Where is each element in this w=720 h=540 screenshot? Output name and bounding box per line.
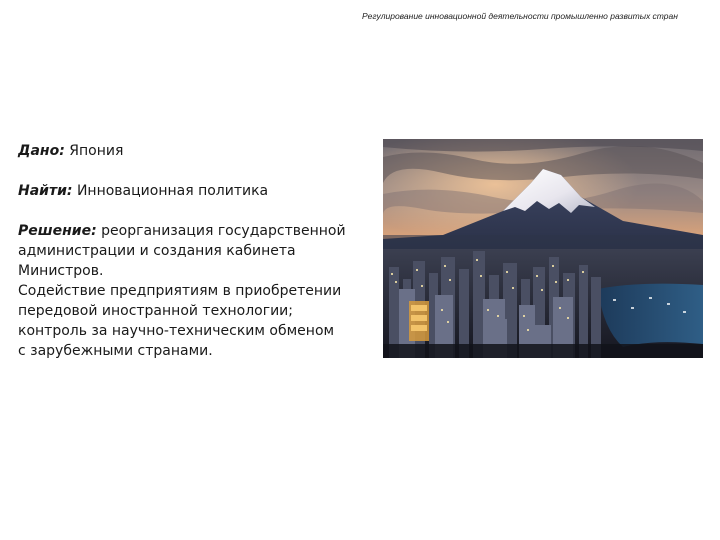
solution-line-4: Содействие предприятиям в приобретении	[18, 283, 342, 299]
solution-line-5: передовой иностранной технологии;	[18, 303, 293, 319]
solution-line-2: администрации и создания кабинета	[18, 243, 296, 259]
solution-label: Решение:	[18, 223, 97, 239]
find-value: Инновационная политика	[76, 183, 269, 199]
given-line	[18, 141, 368, 161]
find-label: Найти:	[18, 183, 73, 199]
solution-line-1	[18, 221, 368, 241]
mount-fuji-city-photo	[383, 139, 703, 358]
solution-line-3: Министров.	[18, 263, 104, 279]
solution-line-7: с зарубежными странами.	[18, 343, 213, 359]
solution-line-6: контроль за научно-техническим обменом	[18, 323, 335, 339]
find-line	[18, 181, 368, 201]
given-label: Дано:	[18, 143, 65, 159]
slide-header-note: Регулирование инновационной деятельности промышленно развитых стран	[362, 11, 678, 21]
given-value: Япония	[69, 143, 124, 159]
slide-body-text	[18, 141, 368, 361]
solution-text-1: реорганизация государственной	[101, 223, 346, 239]
